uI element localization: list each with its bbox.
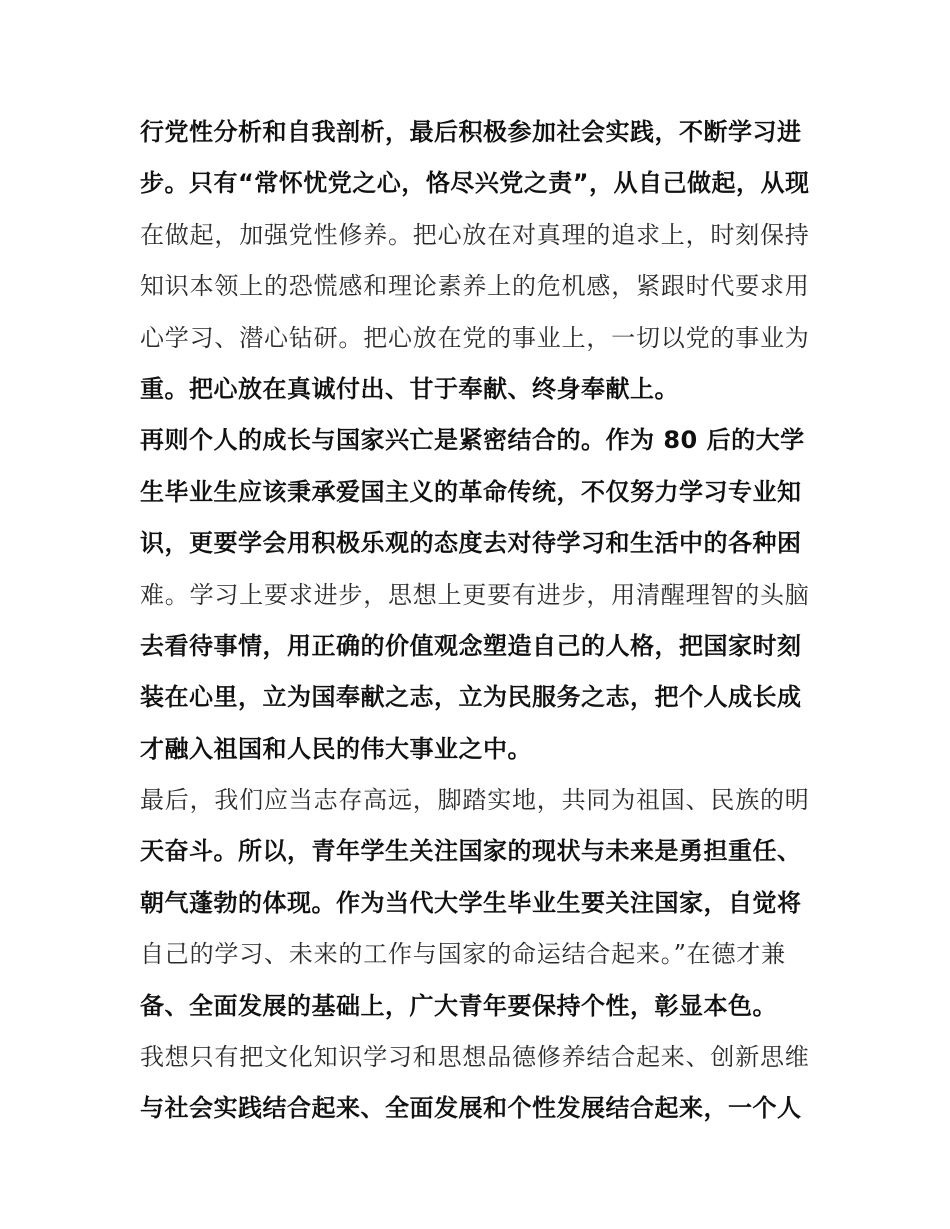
text-line: 难。学习上要求进步，思想上更要有进步，用清醒理智的头脑 — [140, 580, 810, 609]
text-line: 重。把心放在真诚付出、甘于奉献、终身奉献上。 — [140, 374, 679, 403]
text-line: 步。只有“常怀忧党之心，恪尽兴党之责”，从自己做起，从现 — [140, 169, 810, 198]
text-line: 才融入祖国和人民的伟大事业之中。 — [140, 734, 532, 763]
text-line: 再则个人的成长与国家兴亡是紧密结合的。作为 80 后的大学 — [140, 426, 805, 455]
text-line: 天奋斗。所以，青年学生关注国家的现状与未来是勇担重任、 — [140, 837, 802, 866]
text-line: 识，更要学会用积极乐观的态度去对待学习和生活中的各种困 — [140, 529, 802, 558]
text-line: 在做起，加强党性修养。把心放在对真理的追求上，时刻保持 — [140, 220, 810, 249]
body-text — [140, 107, 820, 1135]
text-line: 心学习、潜心钻研。把心放在党的事业上，一切以党的事业为 — [140, 323, 810, 352]
text-line: 生毕业生应该秉承爱国主义的革命传统，不仅努力学习专业知 — [140, 477, 802, 506]
text-line: 朝气蓬勃的体现。作为当代大学生毕业生要关注国家，自觉将 — [140, 888, 802, 917]
text-line: 行党性分析和自我剖析，最后积极参加社会实践，不断学习进 — [140, 118, 802, 146]
text-line: 最后，我们应当志存高远，脚踏实地，共同为祖国、民族的明 — [140, 786, 810, 815]
text-line: 去看待事情，用正确的价值观念塑造自己的人格，把国家时刻 — [140, 631, 802, 660]
text-line: 知识本领上的恐慌感和理论素养上的危机感，紧跟时代要求用 — [140, 272, 810, 301]
text-line: 与社会实践结合起来、全面发展和个性发展结合起来，一个人 — [140, 1094, 802, 1123]
text-line: 我想只有把文化知识学习和思想品德修养结合起来、创新思维 — [140, 1043, 810, 1072]
text-line: 备、全面发展的基础上，广大青年要保持个性，彰显本色。 — [140, 991, 777, 1020]
text-line: 自己的学习、未来的工作与国家的命运结合起来。”在德才兼 — [140, 940, 786, 969]
text-line: 装在心里，立为国奉献之志，立为民服务之志，把个人成长成 — [140, 683, 802, 712]
